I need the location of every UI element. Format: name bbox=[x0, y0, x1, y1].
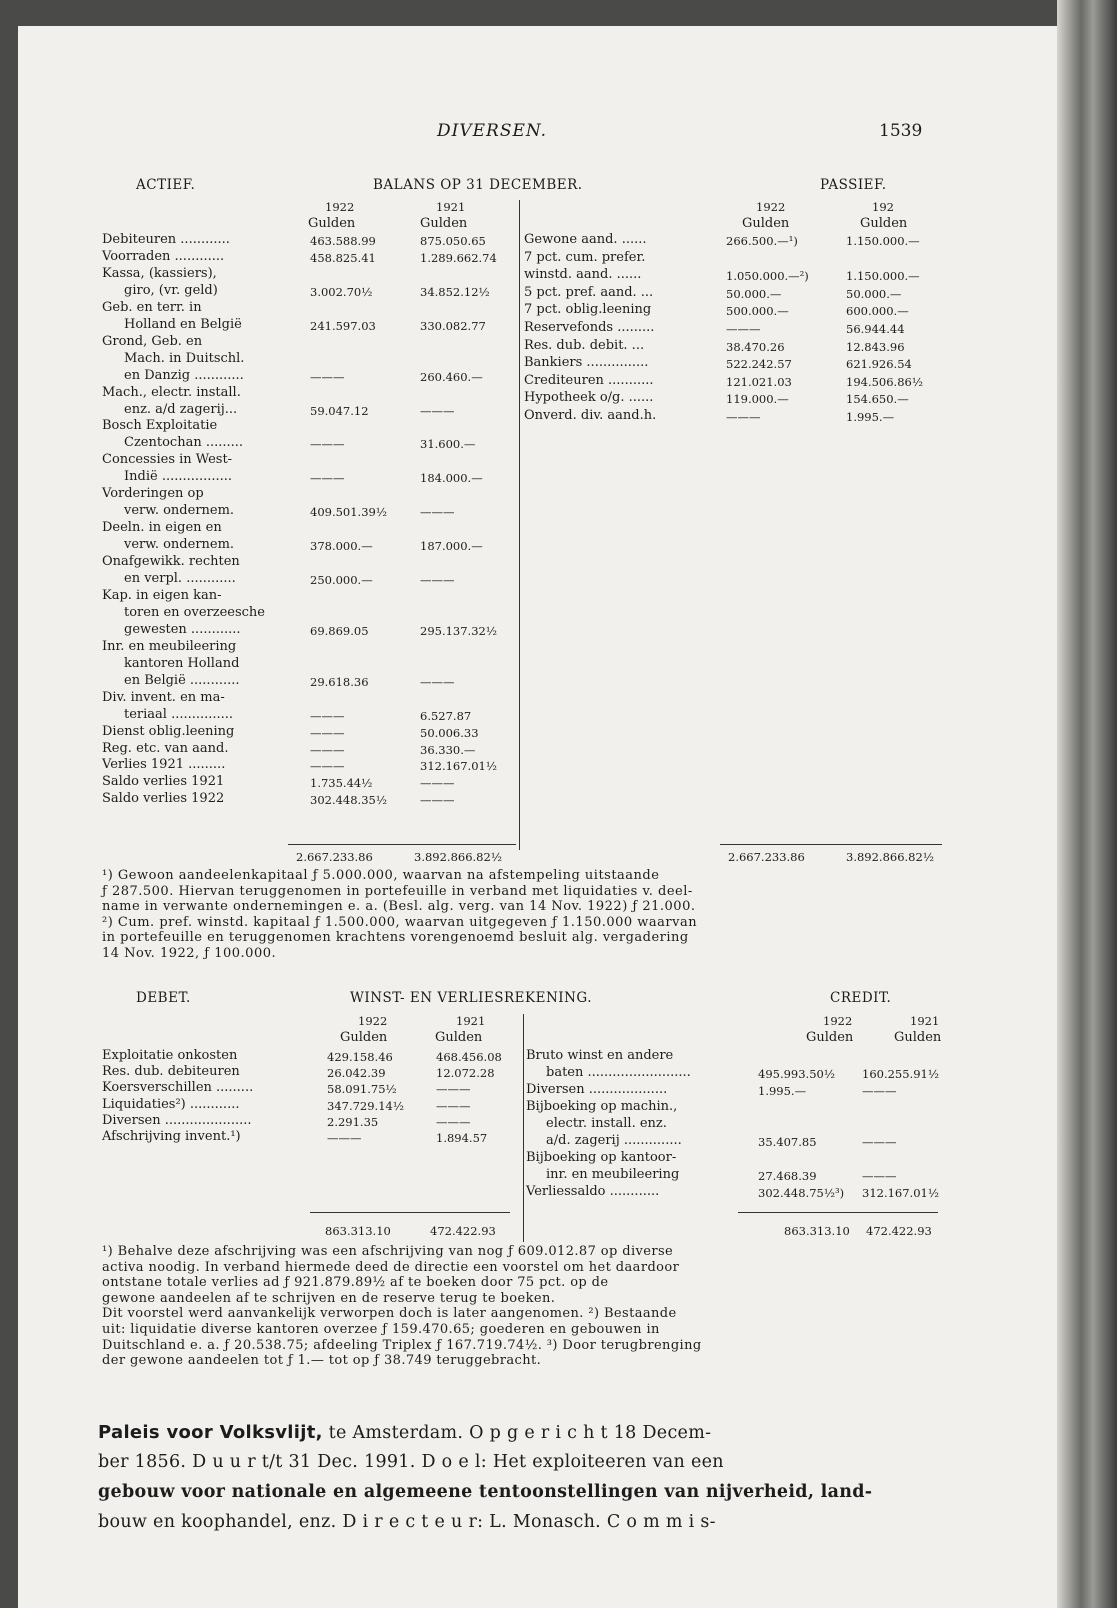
footnote-line: Dit voorstel werd aanvankelijk verworpen doch is later aangenomen. ²) Bestaande bbox=[102, 1306, 677, 1322]
total-value: 472.422.93 bbox=[866, 1224, 932, 1238]
footnote-line: ²) Cum. pref. winstd. kapitaal ƒ 1.500.000, waarvan uitgegeven ƒ 1.150.000 waarvan bbox=[102, 914, 698, 930]
credit-heading: CREDIT. bbox=[830, 990, 892, 1006]
asset-label: Indië ................. bbox=[124, 469, 233, 485]
asset-label: Div. invent. en ma- bbox=[102, 689, 225, 705]
liability-label: 7 pct. cum. prefer. bbox=[524, 249, 646, 265]
liability-value-1921: 194.506.86½ bbox=[846, 374, 923, 389]
entry-line: bouw en koophandel, enz. D i r e c t e u r: L. Monasch. C o m m i s- bbox=[98, 1512, 716, 1532]
passief-heading: PASSIEF. bbox=[820, 177, 887, 193]
footnote-line: ƒ 287.500. Hiervan teruggenomen in portefeuille in verband met liquidaties v. deel- bbox=[102, 883, 693, 899]
footnote-line: name in verwante ondernemingen e. a. (Besl. alg. verg. van 14 Nov. 1922) ƒ 21.000. bbox=[102, 899, 696, 915]
asset-label: verw. ondernem. bbox=[124, 503, 235, 519]
asset-value-1922: ——— bbox=[310, 742, 345, 757]
liability-label: Crediteuren ........... bbox=[524, 372, 654, 388]
balance-title: BALANS OP 31 DECEMBER. bbox=[373, 177, 583, 193]
footnote-line: in portefeuille en teruggenomen krachtens vorengenoemd besluit alg. vergadering bbox=[102, 930, 689, 946]
asset-value-1922: ——— bbox=[310, 759, 345, 774]
asset-value-1922: 69.869.05 bbox=[310, 623, 369, 638]
page-number: 1539 bbox=[879, 121, 923, 141]
footnote-line: ¹) Behalve deze afschrijving was een afschrijving van nog ƒ 609.012.87 op diverse bbox=[102, 1244, 674, 1259]
asset-label: Kassa, (kassiers), bbox=[102, 265, 217, 281]
asset-label: teriaal ............... bbox=[124, 706, 234, 722]
debit-label: Koersverschillen ......... bbox=[102, 1080, 254, 1096]
credit-value-1921: 160.255.91½ bbox=[862, 1067, 939, 1081]
asset-label: Debiteuren ............ bbox=[102, 232, 230, 247]
asset-label: Grond, Geb. en bbox=[102, 333, 203, 349]
asset-value-1921: 34.852.12½ bbox=[420, 284, 490, 299]
running-title: DIVERSEN. bbox=[437, 121, 548, 141]
col-year: 1921 bbox=[910, 1014, 940, 1028]
liability-label: Gewone aand. ...... bbox=[524, 232, 647, 247]
total-rule bbox=[720, 844, 942, 845]
credit-label: Bijboeking op kantoor- bbox=[526, 1150, 677, 1165]
asset-label: gewesten ............ bbox=[124, 621, 241, 637]
liability-label: Reservefonds ......... bbox=[524, 320, 655, 335]
credit-value-1921: 312.167.01½ bbox=[862, 1186, 939, 1200]
col-year: 1922 bbox=[756, 200, 786, 214]
footnote-line: ¹) Gewoon aandeelenkapitaal ƒ 5.000.000, waarvan na afstempeling uitstaande bbox=[102, 868, 660, 883]
total-rule bbox=[288, 844, 516, 845]
asset-label: Onafgewikk. rechten bbox=[102, 554, 240, 570]
asset-label: giro, (vr. geld) bbox=[124, 282, 218, 298]
col-unit: Gulden bbox=[435, 1030, 483, 1045]
asset-value-1921: ——— bbox=[420, 793, 455, 808]
debit-label: Res. dub. debiteuren bbox=[102, 1064, 240, 1080]
liability-value-1921: 12.843.96 bbox=[846, 339, 905, 354]
asset-label: Czentochan ......... bbox=[124, 435, 244, 451]
asset-value-1922: 3.002.70½ bbox=[310, 284, 373, 299]
asset-value-1922: 241.597.03 bbox=[310, 318, 376, 333]
asset-value-1921: 36.330.— bbox=[420, 742, 476, 757]
total-value: 3.892.866.82½ bbox=[846, 850, 934, 864]
asset-value-1921: ——— bbox=[420, 674, 455, 689]
asset-value-1922: 29.618.36 bbox=[310, 674, 369, 689]
liability-value-1922: 500.000.— bbox=[726, 304, 789, 319]
asset-value-1921: 330.082.77 bbox=[420, 318, 486, 333]
footnote-line: der gewone aandeelen tot ƒ 1.— tot op ƒ 38.749 teruggebracht. bbox=[102, 1353, 542, 1369]
col-year: 1921 bbox=[456, 1014, 486, 1028]
col-year: 1922 bbox=[823, 1014, 853, 1028]
liability-value-1922: 50.000.— bbox=[726, 286, 782, 301]
credit-value-1922: 495.993.50½ bbox=[758, 1067, 835, 1081]
credit-label: Bijboeking op machin., bbox=[526, 1099, 678, 1114]
actief-heading: ACTIEF. bbox=[136, 177, 196, 193]
total-value: 2.667.233.86 bbox=[296, 850, 373, 864]
entry-line: ber 1856. D u u r t/t 31 Dec. 1991. D o e l: Het exploiteeren van een bbox=[98, 1452, 724, 1472]
company-name: Paleis voor Volksvlijt, bbox=[98, 1422, 323, 1443]
liability-value-1922: 119.000.— bbox=[726, 392, 789, 407]
credit-value-1921: ——— bbox=[862, 1084, 897, 1098]
asset-label: Geb. en terr. in bbox=[102, 299, 202, 315]
asset-value-1921: 260.460.— bbox=[420, 369, 483, 384]
asset-label: en verpl. ............ bbox=[124, 571, 236, 586]
asset-value-1921: 184.000.— bbox=[420, 471, 483, 486]
debit-label: Afschrijving invent.¹) bbox=[102, 1129, 241, 1144]
credit-value-1921: ——— bbox=[862, 1135, 897, 1149]
asset-value-1922: ——— bbox=[310, 708, 345, 723]
column-divider bbox=[519, 200, 520, 850]
col-year: 1922 bbox=[358, 1014, 388, 1028]
col-year: 192 bbox=[872, 200, 894, 214]
asset-value-1921: ——— bbox=[420, 403, 455, 418]
liability-label: 7 pct. oblig.leening bbox=[524, 302, 652, 318]
asset-value-1921: 50.006.33 bbox=[420, 725, 479, 740]
liability-label: Onverd. div. aand.h. bbox=[524, 408, 657, 423]
asset-value-1921: 875.050.65 bbox=[420, 234, 486, 248]
col-unit: Gulden bbox=[742, 216, 790, 231]
asset-label: toren en overzeesche bbox=[124, 604, 265, 620]
liability-label: 5 pct. pref. aand. ... bbox=[524, 284, 654, 300]
asset-value-1922: 250.000.— bbox=[310, 573, 373, 587]
asset-value-1922: 458.825.41 bbox=[310, 250, 376, 265]
footnote-line: Duitschland e. a. ƒ 20.538.75; afdeeling Triplex ƒ 167.719.74½. ³) Door terugbrenging bbox=[102, 1337, 702, 1353]
liability-value-1922: 522.242.57 bbox=[726, 357, 792, 372]
debit-value-1922: ——— bbox=[327, 1131, 362, 1145]
asset-value-1921: 6.527.87 bbox=[420, 708, 472, 723]
credit-value-1922: 35.407.85 bbox=[758, 1135, 817, 1149]
liability-value-1921: 1.995.— bbox=[846, 410, 895, 424]
asset-label: Vorderingen op bbox=[102, 486, 204, 502]
debit-label: Exploitatie onkosten bbox=[102, 1048, 238, 1063]
asset-value-1922: ——— bbox=[310, 437, 345, 452]
asset-value-1921: 31.600.— bbox=[420, 437, 476, 452]
asset-value-1922: 59.047.12 bbox=[310, 403, 369, 418]
asset-label: Bosch Exploitatie bbox=[102, 418, 218, 434]
liability-label: Res. dub. debit. ... bbox=[524, 337, 645, 353]
liability-value-1922: 1.050.000.—²) bbox=[726, 269, 809, 284]
debet-heading: DEBET. bbox=[136, 990, 191, 1006]
asset-label: Verlies 1921 ......... bbox=[102, 757, 226, 773]
asset-value-1922: 463.588.99 bbox=[310, 234, 376, 248]
asset-value-1922: 378.000.— bbox=[310, 539, 373, 554]
asset-label: en België ............ bbox=[124, 672, 240, 688]
asset-value-1921: 187.000.— bbox=[420, 539, 483, 554]
total-rule bbox=[738, 1212, 938, 1213]
debit-value-1922: 26.042.39 bbox=[327, 1066, 386, 1081]
asset-label: Saldo verlies 1921 bbox=[102, 774, 225, 790]
total-rule bbox=[310, 1212, 510, 1213]
liability-value-1921: 621.926.54 bbox=[846, 357, 912, 372]
liability-value-1921: 50.000.— bbox=[846, 286, 902, 301]
pl-title: WINST- EN VERLIESREKENING. bbox=[350, 990, 593, 1006]
footnote-line: activa noodig. In verband hiermede deed de directie een voorstel om het daardoor bbox=[102, 1259, 680, 1275]
footnote-line: gewone aandeelen af te schrijven en de reserve terug te boeken. bbox=[102, 1290, 556, 1306]
asset-label: verw. ondernem. bbox=[124, 537, 235, 553]
col-unit: Gulden bbox=[420, 216, 468, 231]
asset-label: en Danzig ............ bbox=[124, 367, 244, 383]
liability-value-1922: ——— bbox=[726, 322, 761, 336]
col-unit: Gulden bbox=[860, 216, 908, 231]
debit-value-1921: 468.456.08 bbox=[436, 1050, 502, 1064]
debit-value-1921: 12.072.28 bbox=[436, 1066, 495, 1081]
asset-label: Inr. en meubileering bbox=[102, 638, 237, 654]
asset-value-1921: 295.137.32½ bbox=[420, 623, 497, 638]
footnote-line: ontstane totale verlies ad ƒ 921.879.89½ af te boeken door 75 pct. op de bbox=[102, 1275, 609, 1291]
asset-label: Deeln. in eigen en bbox=[102, 520, 222, 536]
credit-label: electr. install. enz. bbox=[546, 1116, 667, 1131]
debit-label: Diversen ..................... bbox=[102, 1112, 252, 1128]
liability-value-1921: 56.944.44 bbox=[846, 322, 905, 336]
credit-label: a/d. zagerij .............. bbox=[546, 1133, 682, 1148]
credit-label: Bruto winst en andere bbox=[526, 1048, 674, 1063]
debit-value-1922: 429.158.46 bbox=[327, 1050, 393, 1064]
liability-value-1921: 1.150.000.— bbox=[846, 269, 920, 284]
total-value: 2.667.233.86 bbox=[728, 850, 805, 864]
footnote-line: uit: liquidatie diverse kantoren overzee ƒ 159.470.65; goederen en gebouwen in bbox=[102, 1322, 660, 1337]
asset-label: Dienst oblig.leening bbox=[102, 723, 235, 739]
liability-label: Bankiers ............... bbox=[524, 355, 649, 371]
total-value: 863.313.10 bbox=[325, 1224, 391, 1238]
asset-value-1921: ——— bbox=[420, 776, 455, 791]
asset-value-1921: 1.289.662.74 bbox=[420, 250, 497, 265]
entry-first-line bbox=[98, 1422, 711, 1443]
debit-value-1921: ——— bbox=[436, 1114, 471, 1129]
entry-line: gebouw voor nationale en algemeene tentoonstellingen van nijverheid, land- bbox=[98, 1482, 873, 1502]
debit-value-1922: 58.091.75½ bbox=[327, 1082, 397, 1097]
liability-value-1922: 38.470.26 bbox=[726, 339, 785, 354]
debit-value-1921: ——— bbox=[436, 1082, 471, 1097]
col-year: 1921 bbox=[436, 200, 466, 214]
liability-value-1921: 600.000.— bbox=[846, 304, 909, 319]
col-unit: Gulden bbox=[894, 1030, 942, 1045]
credit-label: inr. en meubileering bbox=[546, 1167, 680, 1182]
col-unit: Gulden bbox=[340, 1030, 388, 1045]
debit-value-1922: 347.729.14½ bbox=[327, 1098, 404, 1113]
liability-label: Hypotheek o/g. ...... bbox=[524, 390, 654, 406]
credit-label: Diversen ................... bbox=[526, 1082, 668, 1097]
liability-label: winstd. aand. ...... bbox=[524, 267, 642, 283]
liability-value-1922: 121.021.03 bbox=[726, 374, 792, 389]
entry-line: te Amsterdam. O p g e r i c h t 18 Decem- bbox=[322, 1423, 712, 1443]
asset-label: Saldo verlies 1922 bbox=[102, 791, 225, 807]
asset-value-1922: 1.735.44½ bbox=[310, 776, 373, 791]
asset-value-1921: 312.167.01½ bbox=[420, 759, 497, 774]
asset-label: Voorraden ............ bbox=[102, 248, 225, 264]
total-value: 3.892.866.82½ bbox=[414, 850, 502, 864]
credit-value-1922: 1.995.— bbox=[758, 1084, 807, 1098]
asset-label: enz. a/d zagerij... bbox=[124, 401, 238, 417]
asset-label: Mach., electr. install. bbox=[102, 384, 241, 400]
credit-label: Verliessaldo ............ bbox=[526, 1184, 660, 1199]
col-unit: Gulden bbox=[806, 1030, 854, 1045]
liability-value-1921: 154.650.— bbox=[846, 392, 909, 407]
col-year: 1922 bbox=[325, 200, 355, 214]
credit-label: baten ......................... bbox=[546, 1065, 691, 1080]
liability-value-1922: ——— bbox=[726, 410, 761, 424]
liability-value-1921: 1.150.000.— bbox=[846, 234, 920, 248]
footnote-line: 14 Nov. 1922, ƒ 100.000. bbox=[102, 946, 277, 961]
col-unit: Gulden bbox=[308, 216, 356, 231]
debit-value-1921: 1.894.57 bbox=[436, 1131, 488, 1145]
asset-label: Mach. in Duitschl. bbox=[124, 350, 245, 366]
asset-label: Concessies in West- bbox=[102, 452, 233, 468]
book-edge bbox=[1057, 0, 1117, 1608]
asset-label: Reg. etc. van aand. bbox=[102, 740, 229, 756]
debit-label: Liquidaties²) ............ bbox=[102, 1096, 240, 1112]
credit-value-1921: ——— bbox=[862, 1169, 897, 1183]
asset-value-1921: ——— bbox=[420, 573, 455, 587]
asset-label: Kap. in eigen kan- bbox=[102, 587, 222, 603]
asset-value-1922: 409.501.39½ bbox=[310, 505, 387, 520]
debit-value-1921: ——— bbox=[436, 1098, 471, 1113]
asset-label: kantoren Holland bbox=[124, 655, 240, 671]
credit-value-1922: 27.468.39 bbox=[758, 1169, 817, 1183]
asset-value-1922: ——— bbox=[310, 471, 345, 486]
liability-value-1922: 266.500.—¹) bbox=[726, 234, 798, 248]
asset-value-1922: 302.448.35½ bbox=[310, 793, 387, 808]
total-value: 863.313.10 bbox=[784, 1224, 850, 1238]
credit-value-1922: 302.448.75½³) bbox=[758, 1186, 845, 1200]
asset-value-1922: ——— bbox=[310, 369, 345, 384]
column-divider bbox=[523, 1014, 524, 1242]
debit-value-1922: 2.291.35 bbox=[327, 1114, 379, 1129]
asset-label: Holland en België bbox=[124, 316, 242, 332]
asset-value-1921: ——— bbox=[420, 505, 455, 520]
total-value: 472.422.93 bbox=[430, 1224, 496, 1238]
asset-value-1922: ——— bbox=[310, 725, 345, 740]
